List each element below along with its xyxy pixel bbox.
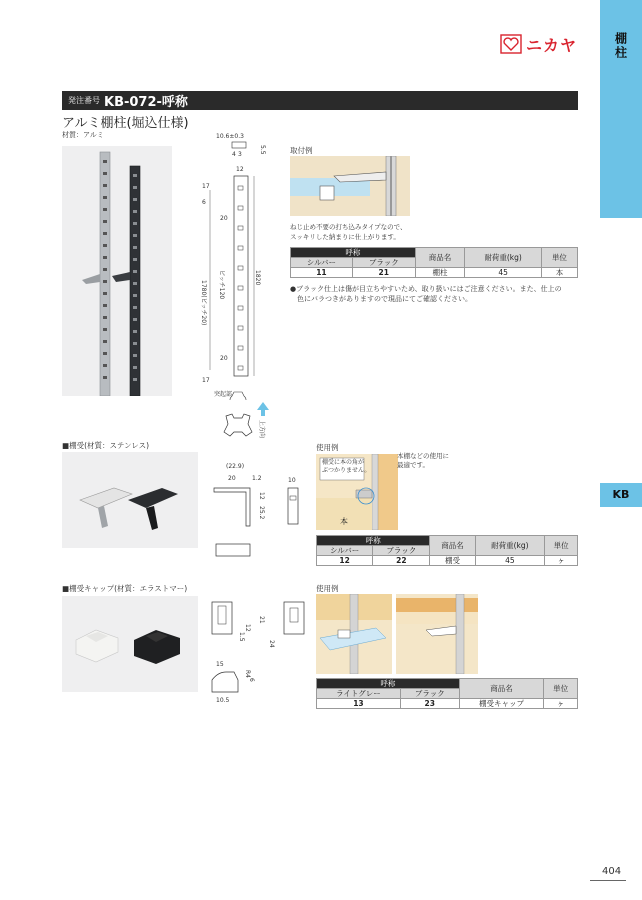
table1-col-name: 商品名 bbox=[415, 248, 465, 268]
kb-tab[interactable] bbox=[600, 483, 642, 507]
cap-usage-label: 使用例 bbox=[316, 584, 339, 593]
dim-d20-top: 20 bbox=[220, 215, 228, 222]
dim-height: 1820 bbox=[254, 270, 261, 286]
bracket-usage-note bbox=[397, 452, 449, 470]
table3-group-header: 呼称 bbox=[317, 679, 460, 689]
material-label: 材質：アルミ bbox=[62, 131, 104, 139]
table2-col-name: 商品名 bbox=[430, 536, 475, 556]
table2-black: 22 bbox=[373, 556, 430, 566]
cap-dim-15b: 15 bbox=[216, 661, 224, 668]
table-row bbox=[317, 556, 578, 566]
bracket-photo bbox=[62, 452, 198, 548]
table-row bbox=[291, 268, 578, 278]
table1-silver: 11 bbox=[291, 268, 353, 278]
page-number-divider bbox=[590, 880, 626, 881]
cap-dim-105: 10.5 bbox=[216, 697, 230, 704]
bracket-callout-line2: ぶつかりません。 bbox=[322, 467, 371, 474]
dim-d17-bottom: 17 bbox=[202, 377, 210, 384]
bracket-usage-label: 使用例 bbox=[316, 443, 339, 452]
protrusion-profile bbox=[222, 410, 254, 440]
cap-usage-illustration-right bbox=[396, 594, 478, 674]
bracket-dimension-drawing bbox=[210, 460, 306, 570]
cap-dim-24: 24 bbox=[268, 640, 275, 648]
upward-arrow-icon bbox=[255, 402, 271, 452]
category-tab[interactable] bbox=[600, 0, 642, 218]
cap-dimension-drawing bbox=[208, 596, 308, 708]
finish-notice-line2: 色にバラつきがありますので現品にてご確認ください。 bbox=[297, 295, 472, 303]
table1-name: 棚柱 bbox=[415, 268, 465, 278]
cap-dim-6: 6 bbox=[248, 678, 255, 682]
dim-width-12: 12 bbox=[236, 166, 244, 173]
table1-col-black: ブラック bbox=[352, 258, 415, 268]
table2-name: 棚受 bbox=[430, 556, 475, 566]
title-bar bbox=[62, 91, 578, 110]
dim-right: 5.5 bbox=[259, 145, 266, 155]
table2-group-header: 呼称 bbox=[317, 536, 430, 546]
table3-col-lightgray: ライトグレー bbox=[317, 689, 401, 699]
bracket-usage-note-line2: 最適です。 bbox=[397, 461, 429, 469]
bracket-dim-229: (22.9) bbox=[226, 463, 245, 470]
post-dimension-drawing bbox=[196, 130, 272, 400]
book-label: 本 bbox=[340, 517, 348, 526]
bracket-dim-10: 10 bbox=[288, 477, 296, 484]
table2-col-silver: シルバー bbox=[317, 546, 373, 556]
cap-spec-table bbox=[316, 678, 578, 709]
order-number-label: 発注番号 bbox=[68, 96, 100, 105]
bracket-dim-12: 1.2 bbox=[252, 475, 262, 482]
table1-col-silver: シルバー bbox=[291, 258, 353, 268]
install-note bbox=[290, 222, 407, 242]
install-example-illustration bbox=[290, 156, 410, 216]
dim-d17-top: 17 bbox=[202, 183, 210, 190]
table3-col-name: 商品名 bbox=[459, 679, 543, 699]
bracket-dim-12b: 12 bbox=[258, 492, 265, 500]
dim-top-width: 10.6±0.3 bbox=[216, 133, 244, 140]
upward-label: 上方向 bbox=[258, 420, 265, 439]
table2-unit: ヶ bbox=[545, 556, 578, 566]
bracket-dim-20: 20 bbox=[228, 475, 236, 482]
cap-photo bbox=[62, 596, 198, 692]
finish-notice-line1: ●ブラック仕上は傷が目立ちやすいため、取り扱いにはご注意ください。また、仕上の bbox=[290, 285, 562, 293]
table1-col-load: 耐荷重(kg) bbox=[465, 248, 542, 268]
table3-unit: ヶ bbox=[544, 699, 578, 709]
table1-group-header: 呼称 bbox=[291, 248, 416, 258]
product-title: アルミ棚柱(堀込仕様) bbox=[62, 116, 189, 131]
table3-lightgray: 13 bbox=[317, 699, 401, 709]
table-row bbox=[317, 699, 578, 709]
dim-pitch: ピッチ120 bbox=[218, 270, 225, 300]
table3-col-black: ブラック bbox=[400, 689, 459, 699]
cap-dim-21: 21 bbox=[258, 616, 265, 624]
dim-d6: 6 bbox=[202, 199, 206, 206]
category-tab-label: 棚柱 bbox=[613, 32, 628, 60]
brand-logo bbox=[500, 32, 582, 56]
table3-black: 23 bbox=[400, 699, 459, 709]
bracket-spec-table bbox=[316, 535, 578, 566]
kb-tab-label: KB bbox=[612, 488, 630, 501]
install-example-label: 取付例 bbox=[290, 146, 313, 155]
post-spec-table bbox=[290, 247, 578, 278]
dim-small-b: 3 bbox=[238, 151, 242, 158]
table2-col-unit: 単位 bbox=[545, 536, 578, 556]
install-note-line1: ねじ止め不要の打ち込みタイプなので、 bbox=[290, 223, 407, 231]
table2-col-load: 耐荷重(kg) bbox=[475, 536, 545, 556]
heart-logo-icon bbox=[500, 34, 522, 54]
table2-silver: 12 bbox=[317, 556, 373, 566]
cap-dim-15: 1.5 bbox=[238, 632, 245, 642]
dim-small-a: 4 bbox=[232, 151, 236, 158]
table2-col-black: ブラック bbox=[373, 546, 430, 556]
protrusion-label: 突起部 bbox=[214, 391, 233, 398]
cap-dim-12: 12 bbox=[244, 624, 251, 632]
bracket-usage-note-line1: 本棚などの使用に bbox=[397, 452, 449, 460]
table3-name: 棚受キャップ bbox=[459, 699, 543, 709]
dim-pitch-total: 1780(ピッチ20) bbox=[200, 280, 207, 326]
table3-col-unit: 単位 bbox=[544, 679, 578, 699]
cap-title: ■棚受キャップ(材質：エラストマー) bbox=[62, 584, 188, 593]
table1-unit: 本 bbox=[541, 268, 577, 278]
table1-black: 21 bbox=[352, 268, 415, 278]
bracket-title: ■棚受(材質：ステンレス) bbox=[62, 441, 150, 450]
table1-load: 45 bbox=[465, 268, 542, 278]
product-code: KB-072-呼称 bbox=[104, 95, 188, 110]
cap-dim-r4: R4 bbox=[244, 670, 251, 678]
cap-usage-illustration-left bbox=[316, 594, 392, 674]
bracket-callout-line1: 棚受に本の角が bbox=[322, 459, 365, 466]
brand-logo-text: ニカヤ bbox=[526, 35, 578, 55]
bracket-callout bbox=[322, 459, 370, 475]
bracket-dim-252: 25.2 bbox=[258, 506, 265, 520]
post-photo bbox=[62, 146, 172, 396]
dim-d20-bottom: 20 bbox=[220, 355, 228, 362]
finish-notice bbox=[290, 284, 580, 304]
table1-col-unit: 単位 bbox=[541, 248, 577, 268]
install-note-line2: スッキリした納まりに仕上がります。 bbox=[290, 233, 400, 241]
table2-load: 45 bbox=[475, 556, 545, 566]
page-number: 404 bbox=[602, 866, 622, 877]
